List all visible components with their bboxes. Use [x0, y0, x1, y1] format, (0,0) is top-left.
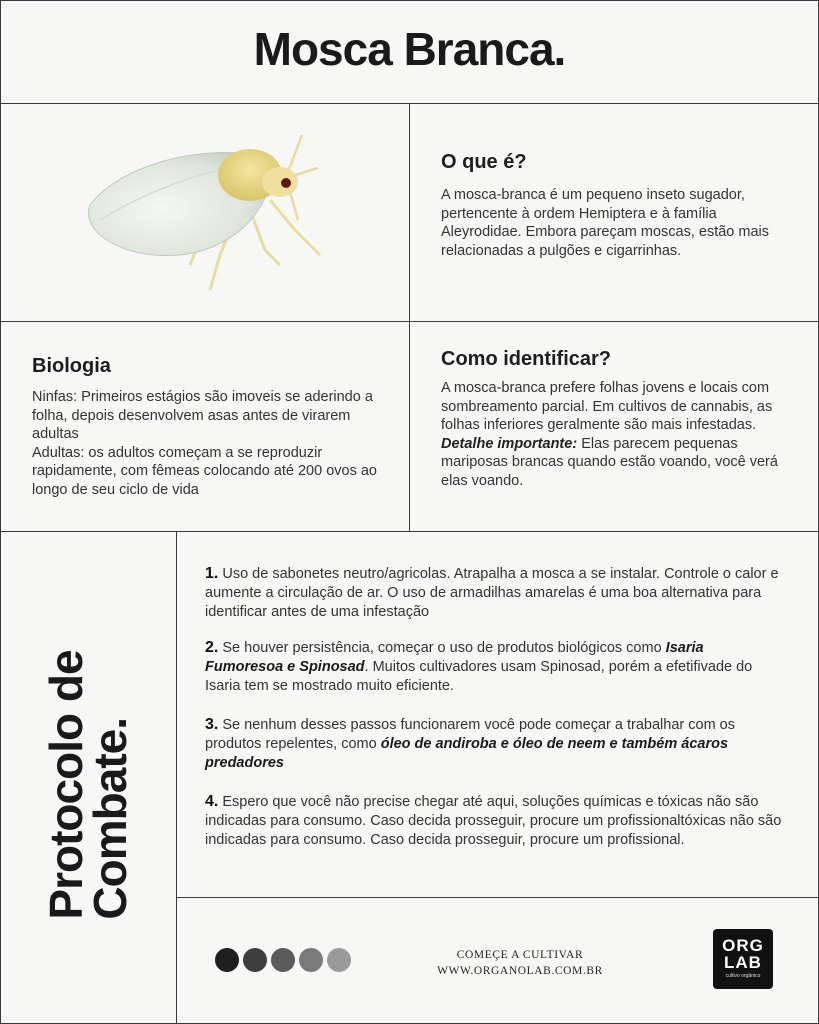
biology-heading: Biologia [32, 355, 111, 377]
protocol-step-3 [205, 715, 785, 773]
step-number: 4. [205, 793, 219, 810]
divider-center-top [409, 103, 410, 531]
step-emphasis: óleo de andiroba e óleo de neem e também ácaros predadores [205, 736, 729, 771]
identify-body: A mosca-branca prefere folhas jovens e locais com sombreamento parcial. Em cultivos de cannabis, as folhas inferiores geralmente são mais infestadas. [441, 380, 773, 433]
step-number: 2. [205, 639, 219, 656]
website-link[interactable]: WWW.ORGANOLAB.COM.BR [437, 965, 603, 977]
protocol-title-line1: Protocolo de [40, 650, 92, 920]
step-text: Se houver persistência, começar o uso de produtos biológicos como [218, 640, 666, 656]
step-text: Uso de sabonetes neutro/agricolas. Atrapalha a mosca a se instalar. Controle o calor e aumente a circulação de ar. O uso de armadilhas amarelas é uma boa alternativa para identificar antes de uma infestação [205, 566, 779, 620]
step-number: 3. [205, 716, 219, 733]
logo-line1: ORG [722, 936, 764, 955]
dot [327, 948, 351, 972]
protocol-title [40, 650, 136, 920]
divider-footer [176, 897, 819, 898]
dot [299, 948, 323, 972]
step-emphasis: Isaria Fumoresoa e Spinosad [205, 640, 704, 675]
footer-cta [420, 947, 620, 979]
biology-adults: Adultas: os adultos começam a se reproduzir rapidamente, com fêmeas colocando até 200 ovos ao longo de seu ciclo de vida [32, 444, 377, 498]
identify-text [441, 379, 791, 490]
divider-row2 [0, 321, 819, 322]
footer-line1: COMEÇE A CULTIVAR [456, 949, 584, 961]
protocol-step-1 [205, 564, 785, 622]
protocol-step-2 [205, 638, 785, 696]
step-text: Se nenhum desses passos funcionarem você pode começar a trabalhar com os produtos repelentes, como [205, 717, 735, 752]
identify-heading: Como identificar? [441, 348, 612, 370]
important-text: Elas parecem pequenas mariposas brancas quando estão voando, você verá elas voando. [441, 435, 778, 489]
step-number: 1. [205, 565, 219, 582]
protocol-title-line2: Combate. [84, 717, 136, 920]
logo-line2: LAB [724, 953, 762, 972]
divider-protocol [176, 531, 177, 1024]
what-is-text: A mosca-branca é um pequeno inseto sugador, pertencente à ordem Hemiptera e à família Aleyrodidae. Embora pareçam moscas, estão mais relacionadas a pulgões e cigarrinhas. [441, 187, 770, 259]
logo-tagline: cultivo orgânico [725, 973, 761, 979]
dot [243, 948, 267, 972]
decorative-dots [215, 948, 351, 972]
divider-row3 [0, 531, 819, 532]
dot [215, 948, 239, 972]
protocol-step-4 [205, 792, 785, 850]
dot [271, 948, 295, 972]
orglab-logo[interactable] [713, 929, 773, 989]
step-text: Espero que você não precise chegar até aqui, soluções químicas e tóxicas não são indicadas para consumo. Caso decida prosseguir, procure um profissionaltóxicas não são indicadas para consumo. Caso decida prosseguir, procure um profissional. [205, 794, 782, 848]
whitefly-illustration [80, 120, 340, 300]
biology-text [32, 388, 387, 499]
what-is-heading: O que é? [441, 151, 527, 173]
biology-nymphs: Ninfas: Primeiros estágios são imoveis se aderindo a folha, depois desenvolvem asas antes de virarem adultas [32, 389, 373, 442]
step-text-b: . Muitos cultivadores usam Spinosad, porém a efetifivade do Isaria tem se mostrado muito eficiente. [205, 659, 753, 694]
page-title: Mosca Branca. [253, 23, 566, 75]
important-label: Detalhe importante: [441, 435, 578, 452]
